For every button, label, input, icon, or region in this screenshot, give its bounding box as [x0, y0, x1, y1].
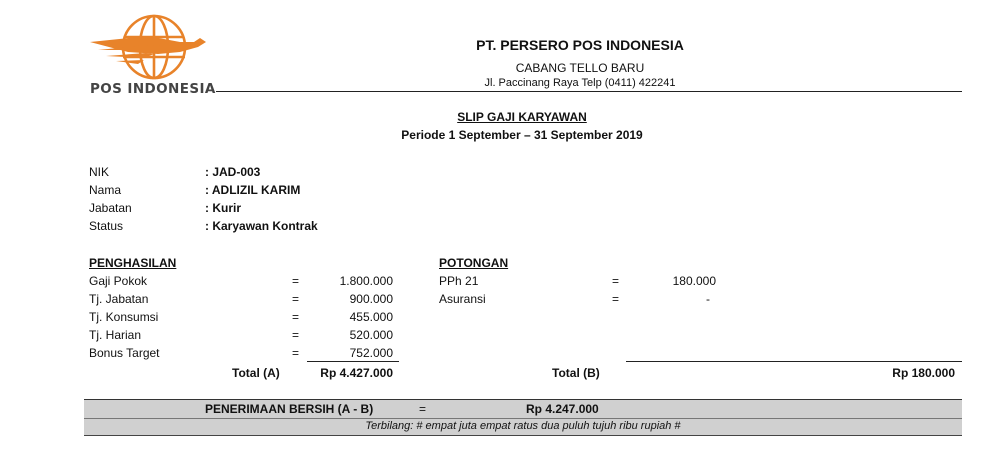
deductions-total-value: Rp 180.000 — [892, 366, 955, 380]
deduction-amount: 180.000 — [672, 274, 716, 288]
income-total-value: Rp 4.427.000 — [320, 366, 393, 380]
deductions-total-label: Total (B) — [552, 366, 600, 380]
company-name: PT. PERSERO POS INDONESIA — [476, 37, 684, 53]
branch-name: CABANG TELLO BARU — [515, 61, 645, 75]
info-label-nama: Nama — [89, 183, 122, 197]
income-eq: = — [292, 310, 300, 324]
amount-in-words: Terbilang: # empat juta empat ratus dua puluh tujuh ribu rupiah # — [365, 420, 681, 432]
branch-address: Jl. Paccinang Raya Telp (0411) 422241 — [484, 77, 676, 89]
amount-in-words-band — [84, 419, 962, 436]
income-eq: = — [292, 274, 300, 288]
info-value-nik: : JAD-003 — [205, 165, 261, 179]
slip-title: SLIP GAJI KARYAWAN — [457, 110, 587, 124]
deduction-amount: - — [706, 292, 710, 306]
deduction-label: PPh 21 — [439, 274, 479, 288]
deductions-sum-line — [626, 361, 962, 362]
pos-eagle-globe-icon — [88, 12, 213, 82]
pos-logo — [88, 12, 216, 97]
income-label: Tj. Konsumsi — [89, 310, 159, 324]
info-label-jabatan: Jabatan — [89, 201, 132, 215]
income-amount: 900.000 — [349, 292, 393, 306]
income-label: Gaji Pokok — [89, 274, 148, 288]
net-pay-eq: = — [419, 402, 427, 416]
net-pay-value: Rp 4.247.000 — [526, 402, 599, 416]
income-eq: = — [292, 292, 300, 306]
deduction-eq: = — [612, 292, 620, 306]
income-total-label: Total (A) — [232, 366, 280, 380]
income-amount: 1.800.000 — [339, 274, 393, 288]
income-amount: 752.000 — [349, 346, 393, 360]
net-pay-band — [84, 399, 962, 419]
info-label-nik: NIK — [89, 165, 110, 179]
income-amount: 520.000 — [349, 328, 393, 342]
info-value-status: : Karyawan Kontrak — [205, 219, 318, 233]
income-heading: PENGHASILAN — [89, 256, 177, 270]
income-sum-line — [307, 361, 399, 362]
income-label: Tj. Jabatan — [89, 292, 149, 306]
info-value-nama: : ADLIZIL KARIM — [205, 183, 301, 197]
income-label: Tj. Harian — [89, 328, 142, 342]
income-eq: = — [292, 346, 300, 360]
income-label: Bonus Target — [89, 346, 160, 360]
income-amount: 455.000 — [349, 310, 393, 324]
info-value-jabatan: : Kurir — [205, 201, 241, 215]
info-label-status: Status — [89, 219, 124, 233]
deductions-heading: POTONGAN — [439, 256, 509, 270]
income-eq: = — [292, 328, 300, 342]
deduction-eq: = — [612, 274, 620, 288]
deduction-label: Asuransi — [439, 292, 486, 306]
slip-period: Periode 1 September – 31 September 2019 — [401, 128, 643, 142]
header-divider — [216, 91, 962, 92]
logo-text: POS INDONESIA — [90, 81, 216, 97]
net-pay-label: PENERIMAAN BERSIH (A - B) — [205, 402, 374, 416]
